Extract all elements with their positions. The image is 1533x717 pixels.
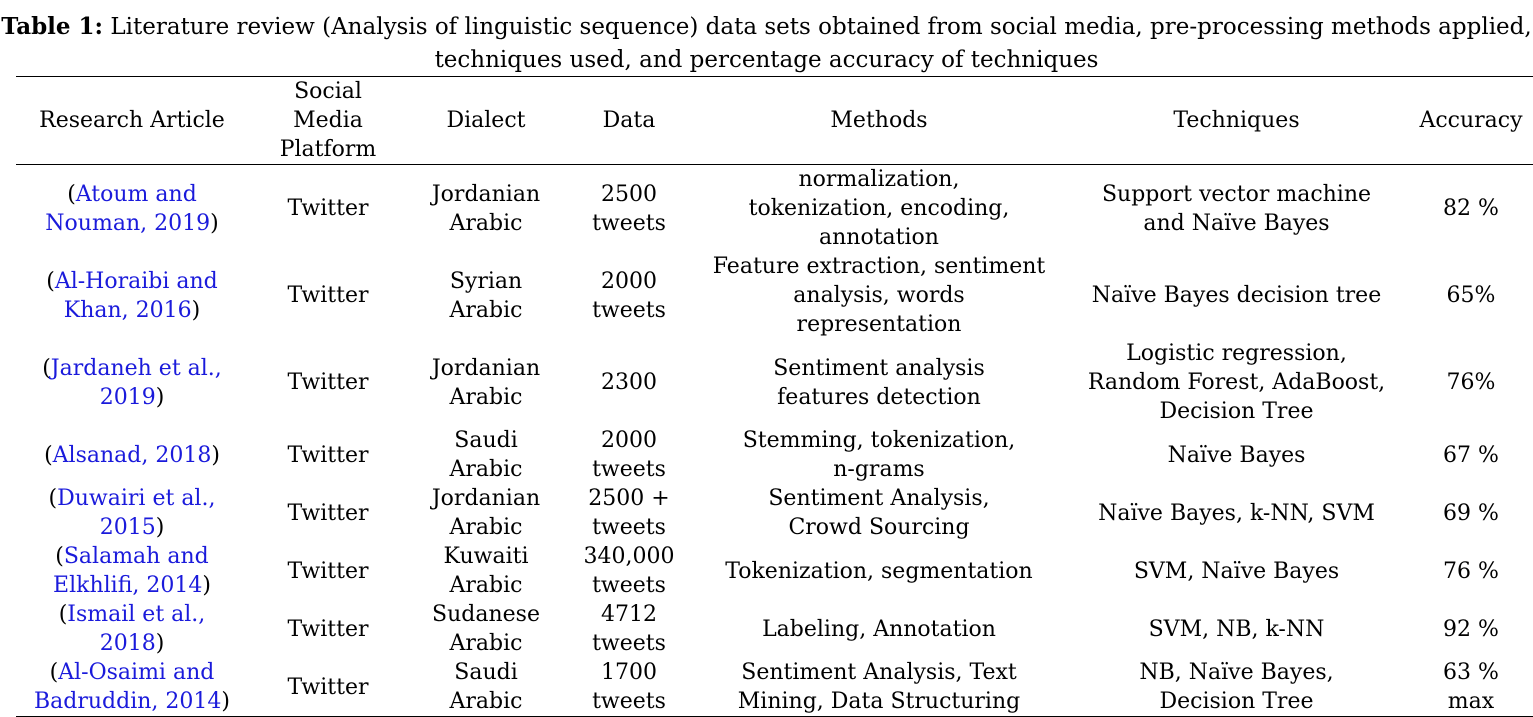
- table-row: [16, 600, 1533, 658]
- table-row: [16, 484, 1533, 542]
- cell-methods: Feature extraction, sentiment analysis, words representation: [712, 254, 1046, 337]
- table-row: [16, 165, 1533, 253]
- cell-accuracy: 65%: [1446, 283, 1496, 308]
- cell-data: 2000 tweets: [592, 428, 666, 482]
- cell-dialect: Jordanian Arabic: [431, 355, 541, 410]
- cell-data: 340,000 tweets: [583, 544, 675, 598]
- citation-link[interactable]: Salamah and Elkhlifi, 2014: [53, 544, 209, 598]
- header-methods: Methods: [830, 108, 928, 133]
- cell-techniques: Naïve Bayes, k-NN, SVM: [1098, 500, 1375, 526]
- header-dialect: Dialect: [446, 108, 526, 133]
- cell-dialect: Saudi Arabic: [449, 660, 523, 714]
- cell-techniques: SVM, Naïve Bayes: [1133, 558, 1340, 584]
- cell-article: (Alsanad, 2018): [44, 442, 220, 468]
- cell-dialect: Saudi Arabic: [449, 428, 523, 482]
- cell-techniques: SVM, NB, k-NN: [1148, 616, 1325, 642]
- caption-label: Table 1:: [1, 13, 104, 40]
- header-research-article: Research Article: [39, 108, 225, 133]
- table-row: [16, 658, 1533, 717]
- table-caption: [0, 10, 1533, 77]
- cell-dialect: Jordanian Arabic: [431, 181, 541, 236]
- cell-article: (Jardaneh et al., 2019): [42, 355, 222, 410]
- table-row: [16, 339, 1533, 426]
- cell-platform: Twitter: [287, 558, 369, 584]
- cell-data: 4712 tweets: [592, 602, 666, 656]
- cell-article: (Al-Osaimi and Badruddin, 2014): [34, 660, 230, 714]
- cell-accuracy: 63 % max: [1443, 660, 1499, 714]
- cell-accuracy: 76%: [1446, 370, 1496, 395]
- cell-accuracy: 69 %: [1443, 500, 1499, 526]
- cell-dialect: Syrian Arabic: [449, 268, 523, 323]
- citation-link[interactable]: Ismail et al., 2018: [67, 602, 206, 656]
- cell-techniques: Naïve Bayes: [1167, 442, 1306, 468]
- citation-link[interactable]: Al-Osaimi and Badruddin, 2014: [34, 660, 222, 714]
- cell-data: 2500 tweets: [592, 181, 666, 236]
- cell-accuracy: 67 %: [1443, 442, 1499, 468]
- citation-link[interactable]: Atoum and Nouman, 2019: [45, 181, 211, 236]
- cell-methods: Sentiment Analysis, Crowd Sourcing: [768, 486, 990, 540]
- cell-accuracy: 92 %: [1443, 616, 1499, 642]
- table-row: [16, 542, 1533, 600]
- caption-text: Literature review (Analysis of linguistic sequence) data sets obtained from social media, pre-processing methods applied, techniques used, and percentage accuracy of techniques: [103, 14, 1532, 73]
- cell-techniques: Support vector machine and Naïve Bayes: [1101, 181, 1372, 236]
- header-row: [16, 77, 1533, 165]
- cell-data: 2000 tweets: [592, 268, 666, 323]
- cell-platform: Twitter: [287, 370, 369, 395]
- header-accuracy: Accuracy: [1419, 108, 1523, 133]
- cell-data: 2300: [601, 370, 657, 395]
- header-techniques: Techniques: [1173, 108, 1300, 133]
- cell-methods: Stemming, tokenization, n-grams: [742, 428, 1016, 482]
- cell-platform: Twitter: [287, 674, 369, 700]
- cell-article: (Salamah and Elkhlifi, 2014): [53, 544, 211, 598]
- cell-article: (Al-Horaibi and Khan, 2016): [46, 268, 218, 323]
- table-row: [16, 252, 1533, 339]
- cell-techniques: Naïve Bayes decision tree: [1091, 283, 1382, 308]
- header-data: Data: [602, 108, 656, 133]
- cell-platform: Twitter: [287, 283, 369, 308]
- cell-methods: Sentiment Analysis, Text Mining, Data Structuring: [737, 660, 1021, 714]
- cell-data: 1700 tweets: [592, 660, 666, 714]
- cell-platform: Twitter: [287, 196, 369, 221]
- cell-dialect: Sudanese Arabic: [432, 602, 540, 656]
- table-row: [16, 426, 1533, 484]
- literature-review-table: [16, 76, 1533, 717]
- header-social-media-platform: Social Media Platform: [279, 79, 377, 162]
- citation-link[interactable]: Jardaneh et al., 2019: [50, 355, 222, 410]
- cell-accuracy: 82 %: [1443, 196, 1499, 221]
- citation-link[interactable]: Duwairi et al., 2015: [57, 486, 216, 540]
- cell-dialect: Jordanian Arabic: [431, 486, 541, 540]
- cell-platform: Twitter: [287, 500, 369, 526]
- cell-methods: Tokenization, segmentation: [725, 558, 1033, 584]
- cell-article: (Ismail et al., 2018): [58, 602, 206, 656]
- cell-article: (Atoum and Nouman, 2019): [45, 181, 219, 236]
- cell-accuracy: 76 %: [1443, 558, 1499, 584]
- cell-techniques: Logistic regression, Random Forest, AdaBoost, Decision Tree: [1087, 341, 1386, 424]
- cell-article: (Duwairi et al., 2015): [48, 486, 216, 540]
- cell-platform: Twitter: [287, 442, 369, 468]
- cell-methods: Labeling, Annotation: [762, 616, 996, 642]
- cell-platform: Twitter: [287, 616, 369, 642]
- cell-methods: normalization, tokenization, encoding, annotation: [748, 167, 1010, 250]
- cell-dialect: Kuwaiti Arabic: [443, 544, 529, 598]
- cell-methods: Sentiment analysis features detection: [773, 355, 985, 410]
- cell-techniques: NB, Naïve Bayes, Decision Tree: [1139, 660, 1334, 714]
- citation-link[interactable]: Alsanad, 2018: [52, 442, 212, 468]
- cell-data: 2500 + tweets: [588, 486, 670, 540]
- citation-link[interactable]: Al-Horaibi and Khan, 2016: [54, 268, 218, 323]
